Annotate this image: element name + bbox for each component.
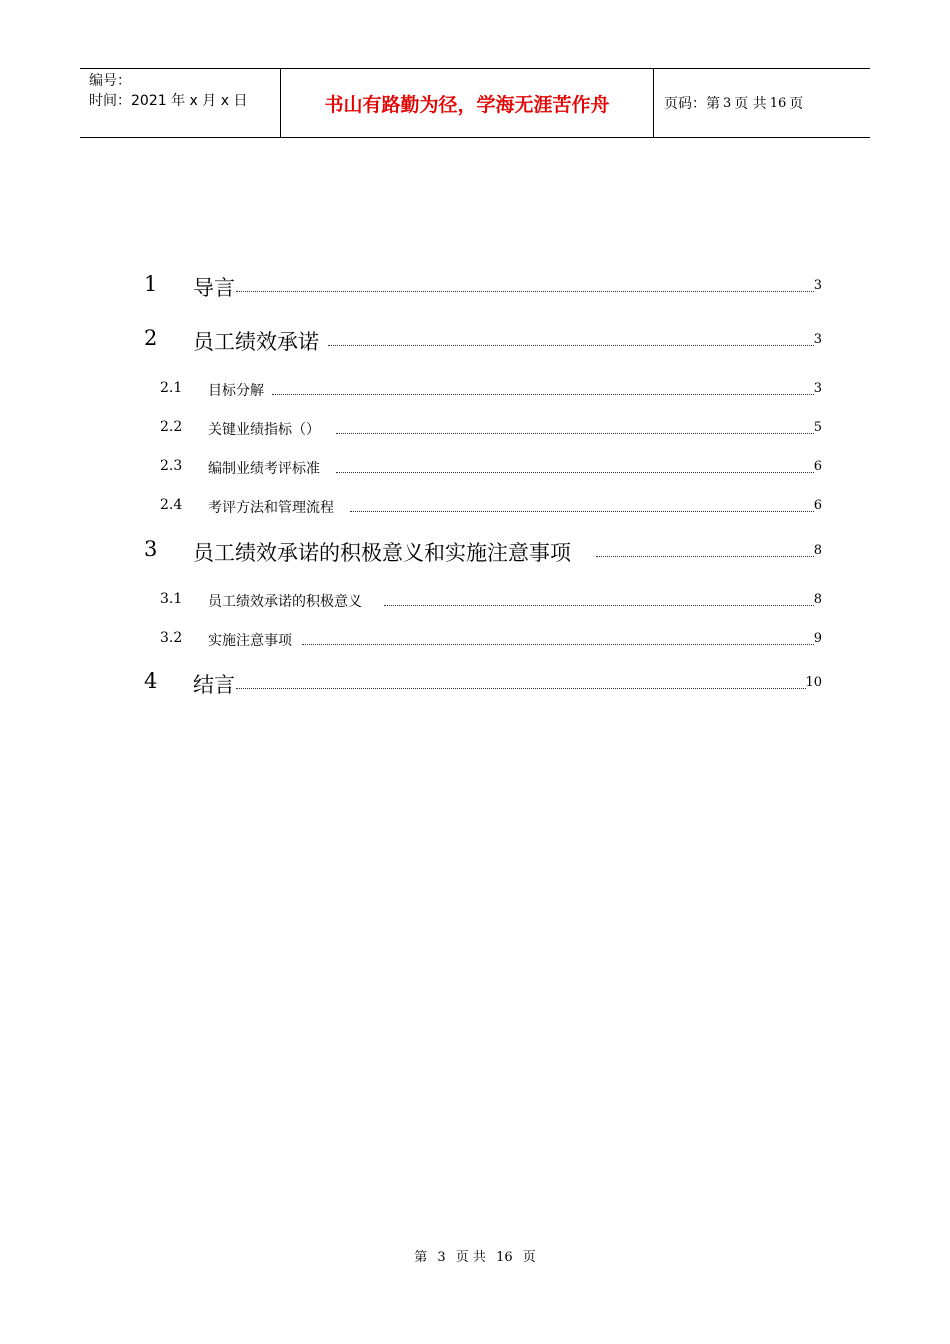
toc-entry-number: 2.1 xyxy=(160,380,183,396)
toc-entry-title: 考评方法和管理流程 xyxy=(208,497,335,517)
toc-entry-page: 6 xyxy=(813,498,822,513)
toc-entry-title: 员工绩效承诺的积极意义和实施注意事项 xyxy=(193,537,572,567)
toc-entry-title: 编制业绩考评标准 xyxy=(208,458,321,478)
page-header xyxy=(80,68,870,138)
time-label: 时间：2021 年 x 月 x 日 xyxy=(89,93,248,109)
toc-leader-dots xyxy=(302,644,814,645)
footer-suffix: 页 xyxy=(522,1250,536,1265)
toc-entry-number: 1 xyxy=(144,272,158,296)
toc-leader-dots xyxy=(236,291,814,292)
toc-entry-title: 员工绩效承诺的积极意义 xyxy=(208,591,363,611)
toc-entry-title: 实施注意事项 xyxy=(208,630,293,650)
toc-entry-title: 员工绩效承诺 xyxy=(193,326,320,356)
toc-entry-page: 3 xyxy=(813,278,822,293)
page-mid: 页 共 xyxy=(734,96,767,112)
footer-current-page: 3 xyxy=(437,1250,446,1265)
toc-leader-dots xyxy=(272,394,814,395)
toc-leader-dots xyxy=(596,556,814,557)
toc-entry-number: 2.3 xyxy=(160,458,183,474)
toc-entry-page: 3 xyxy=(813,332,822,347)
page-total: 16 xyxy=(769,95,787,111)
toc-entry-number: 2 xyxy=(144,326,158,350)
toc-leader-dots xyxy=(236,688,806,689)
toc-entry-page: 9 xyxy=(813,631,822,646)
toc-entry-number: 3.1 xyxy=(160,591,183,607)
toc-leader-dots xyxy=(336,433,814,434)
toc-entry-title: 结言 xyxy=(193,669,236,699)
page-footer xyxy=(0,1246,950,1265)
toc-leader-dots xyxy=(336,472,814,473)
toc-entry-number: 3 xyxy=(144,537,158,561)
toc-entry-page: 8 xyxy=(813,543,822,558)
code-label: 编号： xyxy=(89,73,131,89)
page-current: 3 xyxy=(723,95,732,111)
toc-entry-page: 5 xyxy=(813,420,822,435)
toc-entry-number: 4 xyxy=(144,669,158,693)
toc-leader-dots xyxy=(350,511,814,512)
footer-total-pages: 16 xyxy=(496,1250,513,1265)
toc-entry-page: 8 xyxy=(813,592,822,607)
footer-mid: 页 共 xyxy=(455,1250,486,1265)
header-motto: 书山有路勤为径，学海无涯苦作舟 xyxy=(281,69,654,137)
header-page-info xyxy=(654,69,870,137)
toc-entry-number: 3.2 xyxy=(160,630,183,646)
toc-entry-number: 2.4 xyxy=(160,497,183,513)
toc-entry-number: 2.2 xyxy=(160,419,183,435)
toc-entry-page: 6 xyxy=(813,459,822,474)
toc-entry-title: 目标分解 xyxy=(208,380,265,400)
toc-entry-page: 3 xyxy=(813,381,822,396)
toc-entry-title: 关键业绩指标（） xyxy=(208,419,321,439)
footer-prefix: 第 xyxy=(414,1250,428,1265)
header-info xyxy=(80,69,281,137)
toc-entry-title: 导言 xyxy=(193,272,236,302)
toc-leader-dots xyxy=(328,345,814,346)
toc-entry-page: 10 xyxy=(805,675,822,690)
page-suffix: 页 xyxy=(789,96,804,112)
page-prefix: 页码：第 xyxy=(664,96,720,112)
toc-leader-dots xyxy=(384,605,814,606)
